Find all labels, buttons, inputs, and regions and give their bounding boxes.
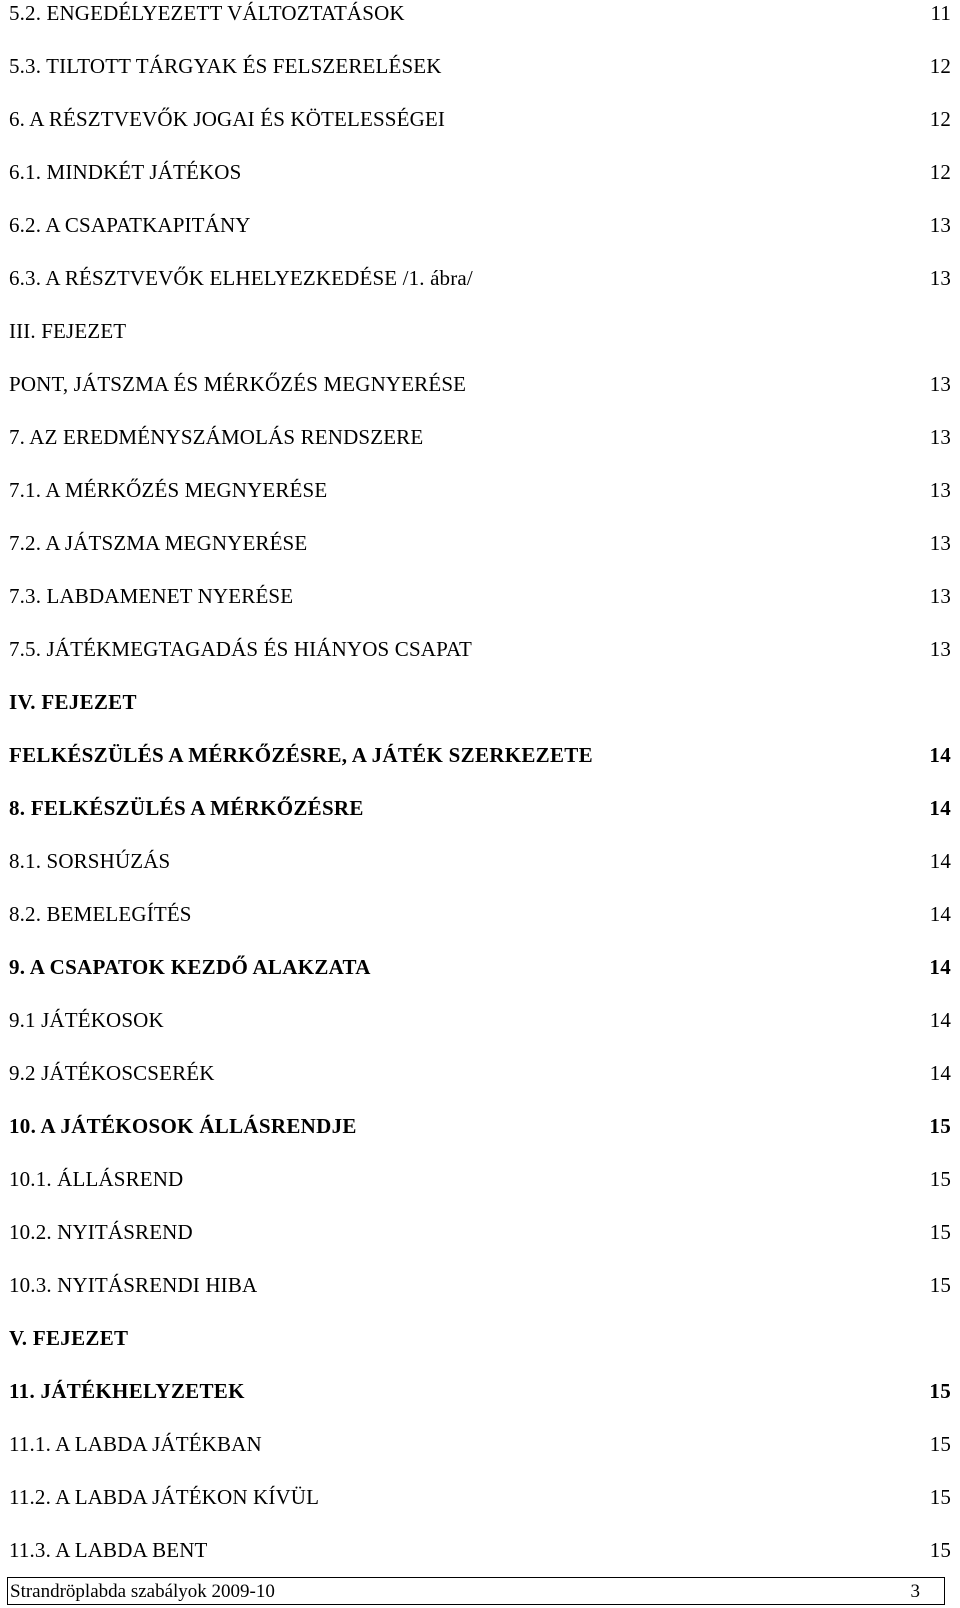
toc-entry-title: IV. FEJEZET xyxy=(9,690,137,714)
toc-entry-title: 9.2 JÁTÉKOSCSERÉK xyxy=(9,1061,215,1085)
toc-entry[interactable] xyxy=(9,1431,951,1484)
toc-entry-page-number: 15 xyxy=(929,1538,951,1562)
toc-entry-title: 11. JÁTÉKHELYZETEK xyxy=(9,1379,245,1403)
toc-entry-page-number: 13 xyxy=(929,531,951,555)
toc-entry-title: 7.1. A MÉRKŐZÉS MEGNYERÉSE xyxy=(9,478,328,502)
toc-entry-title: 6.3. A RÉSZTVEVŐK ELHELYEZKEDÉSE /1. ábra/ xyxy=(9,266,473,290)
toc-entry-page-number: 15 xyxy=(929,1220,951,1244)
toc-entry[interactable] xyxy=(9,0,951,53)
toc-entry-page-number: 11 xyxy=(930,1,951,25)
toc-entry[interactable] xyxy=(9,583,951,636)
toc-entry-title: 8.2. BEMELEGÍTÉS xyxy=(9,902,192,926)
toc-entry-title: 9. A CSAPATOK KEZDŐ ALAKZATA xyxy=(9,955,371,979)
toc-entry-title: 8.1. SORSHÚZÁS xyxy=(9,849,171,873)
toc-entry-page-number: 13 xyxy=(929,478,951,502)
toc-entry-page-number: 12 xyxy=(929,160,951,184)
toc-entry-title: PONT, JÁTSZMA ÉS MÉRKŐZÉS MEGNYERÉSE xyxy=(9,372,467,396)
toc-entry-page-number: 14 xyxy=(929,955,951,979)
toc-entry-title: 6. A RÉSZTVEVŐK JOGAI ÉS KÖTELESSÉGEI xyxy=(9,107,446,131)
toc-entry[interactable] xyxy=(9,1219,951,1272)
toc-entry[interactable] xyxy=(9,1113,951,1166)
toc-entry[interactable] xyxy=(9,848,951,901)
toc-entry-title: III. FEJEZET xyxy=(9,319,127,343)
toc-entry-title: 5.2. ENGEDÉLYEZETT VÁLTOZTATÁSOK xyxy=(9,1,405,25)
toc-entry[interactable] xyxy=(9,795,951,848)
toc-entry[interactable] xyxy=(9,1484,951,1537)
toc-entry[interactable] xyxy=(9,371,951,424)
toc-entry[interactable] xyxy=(9,159,951,212)
toc-entry[interactable] xyxy=(9,318,951,371)
toc-entry-title: 6.2. A CSAPATKAPITÁNY xyxy=(9,213,251,237)
toc-entry-page-number: 15 xyxy=(929,1114,951,1138)
toc-entry[interactable] xyxy=(9,265,951,318)
toc-entry[interactable] xyxy=(9,53,951,106)
toc-entry-page-number: 15 xyxy=(929,1273,951,1297)
footer-title: Strandröplabda szabályok 2009-10 xyxy=(10,1581,275,1602)
toc-entry[interactable] xyxy=(9,901,951,954)
toc-entry-title: 10.2. NYITÁSREND xyxy=(9,1220,193,1244)
toc-entry-title: 7. AZ EREDMÉNYSZÁMOLÁS RENDSZERE xyxy=(9,425,424,449)
toc-entry[interactable] xyxy=(9,1272,951,1325)
toc-entry[interactable] xyxy=(9,1166,951,1219)
toc-entry-page-number: 14 xyxy=(929,902,951,926)
toc-entry-page-number: 14 xyxy=(929,743,951,767)
toc-entry-title: 11.1. A LABDA JÁTÉKBAN xyxy=(9,1432,262,1456)
page-footer xyxy=(7,1577,945,1605)
toc-entry[interactable] xyxy=(9,106,951,159)
toc-entry-page-number: 13 xyxy=(929,425,951,449)
toc-entry-page-number: 13 xyxy=(929,266,951,290)
toc-entry-page-number: 13 xyxy=(929,637,951,661)
toc-entry-title: 11.3. A LABDA BENT xyxy=(9,1538,208,1562)
table-of-contents xyxy=(9,0,951,1590)
toc-entry-title: 10. A JÁTÉKOSOK ÁLLÁSRENDJE xyxy=(9,1114,357,1138)
toc-entry[interactable] xyxy=(9,742,951,795)
toc-entry-title: 5.3. TILTOTT TÁRGYAK ÉS FELSZERELÉSEK xyxy=(9,54,442,78)
toc-entry-page-number: 13 xyxy=(929,372,951,396)
toc-entry-title: 8. FELKÉSZÜLÉS A MÉRKŐZÉSRE xyxy=(9,796,364,820)
toc-entry-page-number: 14 xyxy=(929,1061,951,1085)
toc-entry-page-number: 14 xyxy=(929,849,951,873)
toc-entry[interactable] xyxy=(9,424,951,477)
toc-entry-page-number: 14 xyxy=(929,1008,951,1032)
toc-entry-title: 7.3. LABDAMENET NYERÉSE xyxy=(9,584,294,608)
toc-entry[interactable] xyxy=(9,1007,951,1060)
toc-entry-page-number: 12 xyxy=(929,107,951,131)
toc-entry[interactable] xyxy=(9,689,951,742)
toc-entry-title: 6.1. MINDKÉT JÁTÉKOS xyxy=(9,160,242,184)
toc-entry[interactable] xyxy=(9,636,951,689)
toc-entry-page-number: 15 xyxy=(929,1379,951,1403)
toc-entry-title: V. FEJEZET xyxy=(9,1326,129,1350)
toc-entry[interactable] xyxy=(9,1378,951,1431)
toc-entry-title: 7.2. A JÁTSZMA MEGNYERÉSE xyxy=(9,531,308,555)
toc-entry-page-number: 15 xyxy=(929,1432,951,1456)
toc-entry-title: 11.2. A LABDA JÁTÉKON KÍVÜL xyxy=(9,1485,320,1509)
toc-entry-page-number: 14 xyxy=(929,796,951,820)
toc-entry-title: 10.1. ÁLLÁSREND xyxy=(9,1167,184,1191)
toc-entry-title: FELKÉSZÜLÉS A MÉRKŐZÉSRE, A JÁTÉK SZERKEZETE xyxy=(9,743,593,767)
toc-entry-page-number: 15 xyxy=(929,1167,951,1191)
toc-entry-page-number: 15 xyxy=(929,1485,951,1509)
toc-entry[interactable] xyxy=(9,1060,951,1113)
toc-entry[interactable] xyxy=(9,954,951,1007)
toc-entry[interactable] xyxy=(9,530,951,583)
footer-page-number: 3 xyxy=(910,1581,920,1602)
toc-entry-page-number: 13 xyxy=(929,584,951,608)
toc-entry-title: 7.5. JÁTÉKMEGTAGADÁS ÉS HIÁNYOS CSAPAT xyxy=(9,637,472,661)
toc-entry[interactable] xyxy=(9,477,951,530)
toc-entry-page-number: 12 xyxy=(929,54,951,78)
toc-entry[interactable] xyxy=(9,1325,951,1378)
toc-entry-title: 10.3. NYITÁSRENDI HIBA xyxy=(9,1273,258,1297)
toc-entry-page-number: 13 xyxy=(929,213,951,237)
toc-entry[interactable] xyxy=(9,212,951,265)
toc-entry-title: 9.1 JÁTÉKOSOK xyxy=(9,1008,164,1032)
